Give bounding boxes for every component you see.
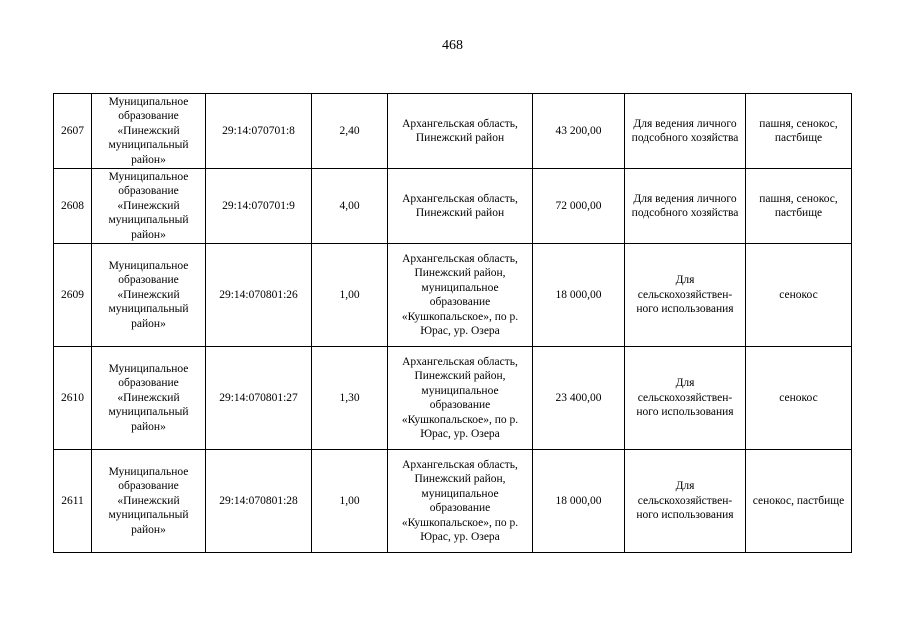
owner-cell: Муниципальное образование «Пинежский муниципальный район» — [92, 94, 206, 169]
purpose-cell: Для сельскохозяйствен-ного использования — [625, 450, 746, 553]
price-cell: 43 200,00 — [533, 94, 625, 169]
land-plots-table — [53, 93, 852, 553]
page-number: 468 — [442, 38, 463, 53]
land-use-cell: сенокос — [746, 347, 852, 450]
owner-cell: Муниципальное образование «Пинежский муниципальный район» — [92, 169, 206, 244]
land-use-cell: пашня, сенокос, пастбище — [746, 169, 852, 244]
table-row — [54, 94, 852, 169]
owner-cell: Муниципальное образование «Пинежский муниципальный район» — [92, 244, 206, 347]
table-row — [54, 347, 852, 450]
area-cell: 4,00 — [312, 169, 388, 244]
cadastral-number-cell: 29:14:070801:27 — [206, 347, 312, 450]
table-row — [54, 169, 852, 244]
price-cell: 23 400,00 — [533, 347, 625, 450]
plot-number-cell: 2607 — [54, 94, 92, 169]
location-cell: Архангельская область, Пинежский район — [388, 169, 533, 244]
table-row — [54, 244, 852, 347]
location-cell: Архангельская область, Пинежский район, муниципальное образование «Кушкопальское», по р. Юрас, ур. Озера — [388, 347, 533, 450]
location-cell: Архангельская область, Пинежский район, муниципальное образование «Кушкопальское», по р. Юрас, ур. Озера — [388, 450, 533, 553]
location-cell: Архангельская область, Пинежский район — [388, 94, 533, 169]
purpose-cell: Для ведения личного подсобного хозяйства — [625, 94, 746, 169]
area-cell: 1,00 — [312, 450, 388, 553]
owner-cell: Муниципальное образование «Пинежский муниципальный район» — [92, 450, 206, 553]
purpose-cell: Для ведения личного подсобного хозяйства — [625, 169, 746, 244]
area-cell: 1,00 — [312, 244, 388, 347]
price-cell: 72 000,00 — [533, 169, 625, 244]
area-cell: 2,40 — [312, 94, 388, 169]
cadastral-number-cell: 29:14:070701:8 — [206, 94, 312, 169]
purpose-cell: Для сельскохозяйствен-ного использования — [625, 347, 746, 450]
land-use-cell: сенокос — [746, 244, 852, 347]
cadastral-number-cell: 29:14:070701:9 — [206, 169, 312, 244]
plot-number-cell: 2609 — [54, 244, 92, 347]
price-cell: 18 000,00 — [533, 450, 625, 553]
cadastral-number-cell: 29:14:070801:26 — [206, 244, 312, 347]
plot-number-cell: 2610 — [54, 347, 92, 450]
table-row — [54, 450, 852, 553]
plot-number-cell: 2608 — [54, 169, 92, 244]
cadastral-number-cell: 29:14:070801:28 — [206, 450, 312, 553]
plot-number-cell: 2611 — [54, 450, 92, 553]
price-cell: 18 000,00 — [533, 244, 625, 347]
area-cell: 1,30 — [312, 347, 388, 450]
owner-cell: Муниципальное образование «Пинежский муниципальный район» — [92, 347, 206, 450]
location-cell: Архангельская область, Пинежский район, муниципальное образование «Кушкопальское», по р. Юрас, ур. Озера — [388, 244, 533, 347]
land-use-cell: пашня, сенокос, пастбище — [746, 94, 852, 169]
purpose-cell: Для сельскохозяйствен-ного использования — [625, 244, 746, 347]
land-use-cell: сенокос, пастбище — [746, 450, 852, 553]
